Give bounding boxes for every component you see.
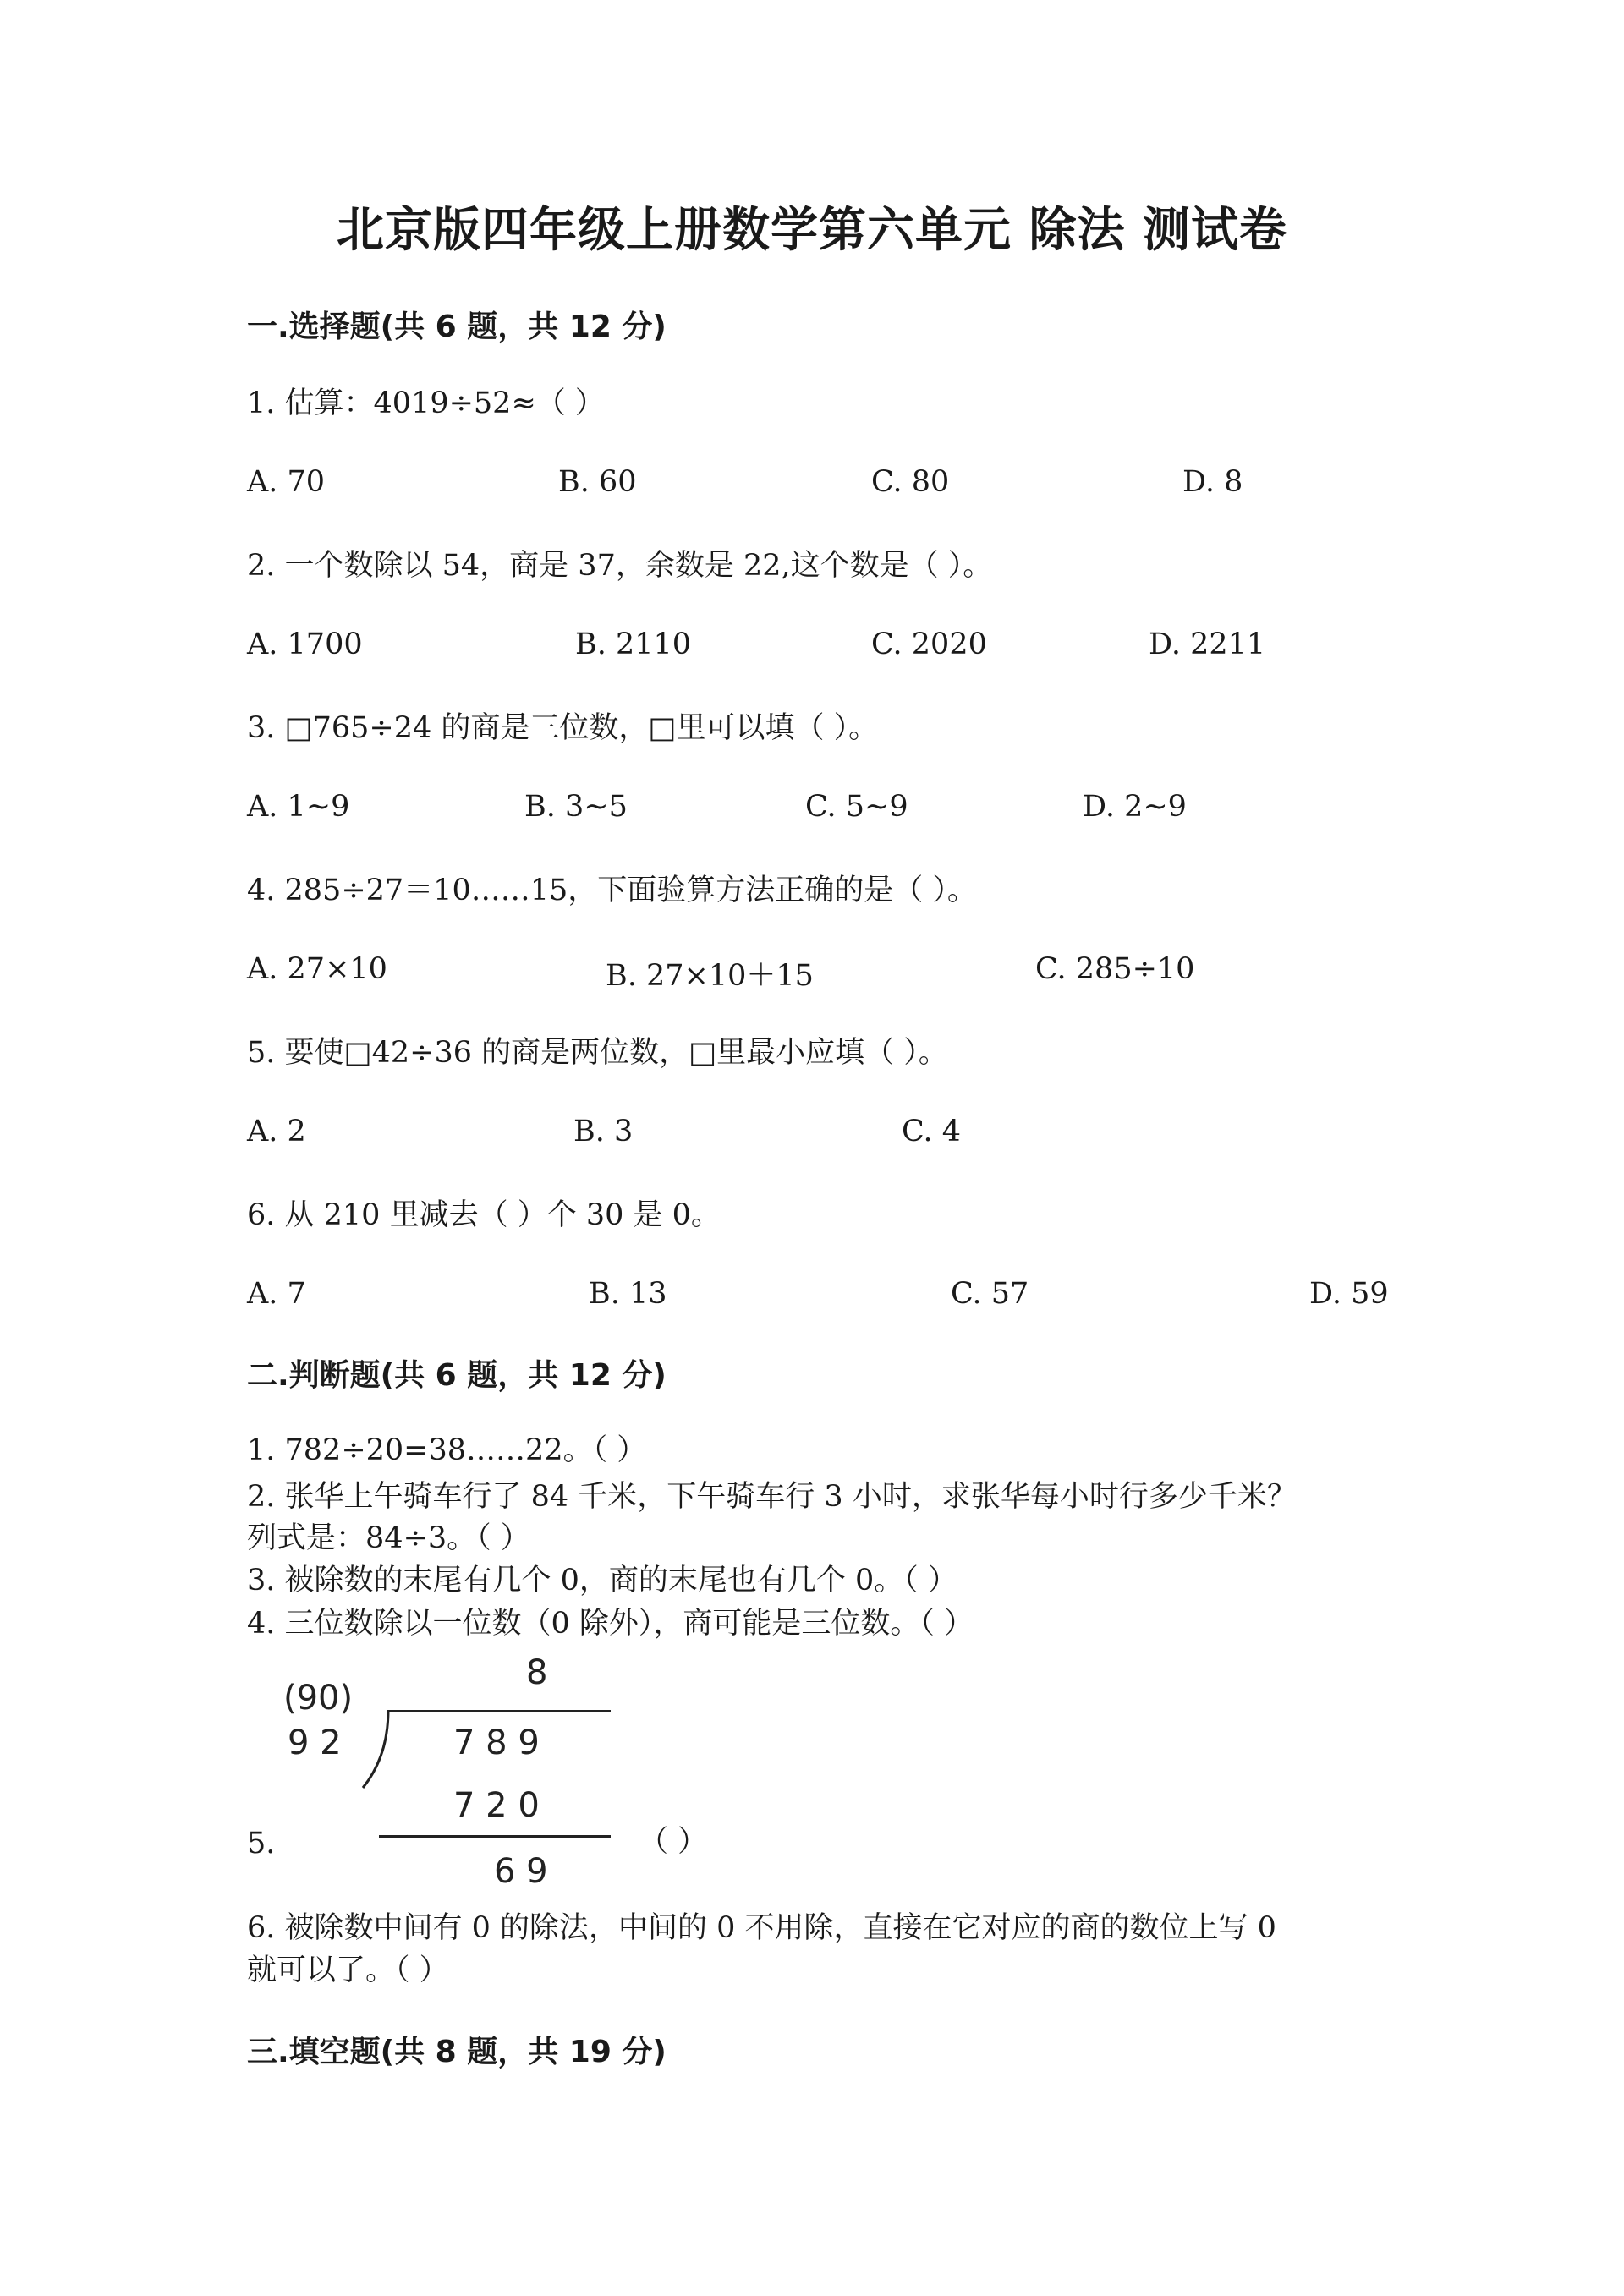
mc-option: A. 1700 (247, 627, 363, 661)
tf-question-4: 4. 三位数除以一位数（0 除外），商可能是三位数。（ ） (247, 1607, 974, 1641)
division-estimate: (90) (283, 1679, 354, 1718)
tf-question-2: 2. 张华上午骑车行了 84 千米，下午骑车行 3 小时，求张华每小时行多少千米？ (247, 1480, 1297, 1514)
mc-option: A. 2 (247, 1115, 306, 1148)
mc-option: D. 2211 (1149, 627, 1266, 661)
division-quotient: 8 (526, 1653, 548, 1692)
mc-option: A. 1~9 (247, 790, 350, 824)
mc-option: A. 70 (247, 465, 326, 499)
tf-question-6: 6. 被除数中间有 0 的除法，中间的 0 不用除，直接在它对应的商的数位上写 0 (247, 1911, 1276, 1945)
mc-option: A. 7 (247, 1277, 306, 1311)
division-bracket (359, 1710, 393, 1795)
mc-option: B. 2110 (575, 627, 692, 661)
division-divisor: 9 2 (288, 1723, 342, 1762)
tf-question-3: 3. 被除数的末尾有几个 0，商的末尾也有几个 0。（ ） (247, 1564, 957, 1597)
tf-question-6-cont: 就可以了。（ ） (247, 1954, 449, 1987)
section-heading-true-false: 二.判断题(共 6 题，共 12 分) (247, 1358, 667, 1393)
mc-question-6: 6. 从 210 里减去（ ）个 30 是 0。 (247, 1198, 721, 1232)
tf-question-1: 1. 782÷20=38……22。（ ） (247, 1433, 647, 1467)
mc-question-3: 3. □765÷24 的商是三位数，□里可以填（ ）。 (247, 711, 879, 745)
mc-question-5: 5. 要使□42÷36 的商是两位数，□里最小应填（ ）。 (247, 1036, 948, 1070)
division-product: 7 2 0 (453, 1786, 540, 1825)
division-dividend: 7 8 9 (453, 1723, 540, 1762)
division-bottom-bar (379, 1835, 611, 1838)
mc-question-1: 1. 估算：4019÷52≈（ ） (247, 386, 605, 420)
mc-option: C. 57 (951, 1277, 1029, 1311)
mc-option: B. 27×10＋15 (606, 959, 814, 993)
tf-question-5-paren: （ ） (639, 1825, 708, 1859)
mc-option: B. 3~5 (524, 790, 628, 824)
mc-option: C. 80 (871, 465, 950, 499)
mc-option: B. 60 (558, 465, 637, 499)
section-heading-choice: 一.选择题(共 6 题，共 12 分) (247, 310, 667, 344)
mc-option: B. 13 (589, 1277, 667, 1311)
mc-option: B. 3 (573, 1115, 634, 1148)
mc-option: C. 4 (902, 1115, 962, 1148)
division-remainder: 6 9 (494, 1852, 548, 1891)
mc-option: C. 2020 (871, 627, 987, 661)
division-top-bar (387, 1710, 611, 1712)
tf-question-5-number: 5. (247, 1827, 276, 1860)
mc-option: D. 2~9 (1083, 790, 1187, 824)
page-title: 北京版四年级上册数学第六单元 除法 测试卷 (337, 202, 1287, 258)
mc-option: C. 5~9 (805, 790, 908, 824)
mc-question-4: 4. 285÷27＝10……15，下面验算方法正确的是（ ）。 (247, 874, 977, 907)
mc-option: D. 59 (1309, 1277, 1389, 1311)
section-heading-fill-in: 三.填空题(共 8 题，共 19 分) (247, 2035, 667, 2069)
tf-question-2-cont: 列式是：84÷3。（ ） (247, 1521, 530, 1555)
mc-option: C. 285÷10 (1035, 952, 1195, 986)
mc-option: D. 8 (1182, 465, 1243, 499)
mc-option: A. 27×10 (247, 952, 387, 986)
mc-question-2: 2. 一个数除以 54，商是 37，余数是 22,这个数是（ ）。 (247, 549, 993, 583)
